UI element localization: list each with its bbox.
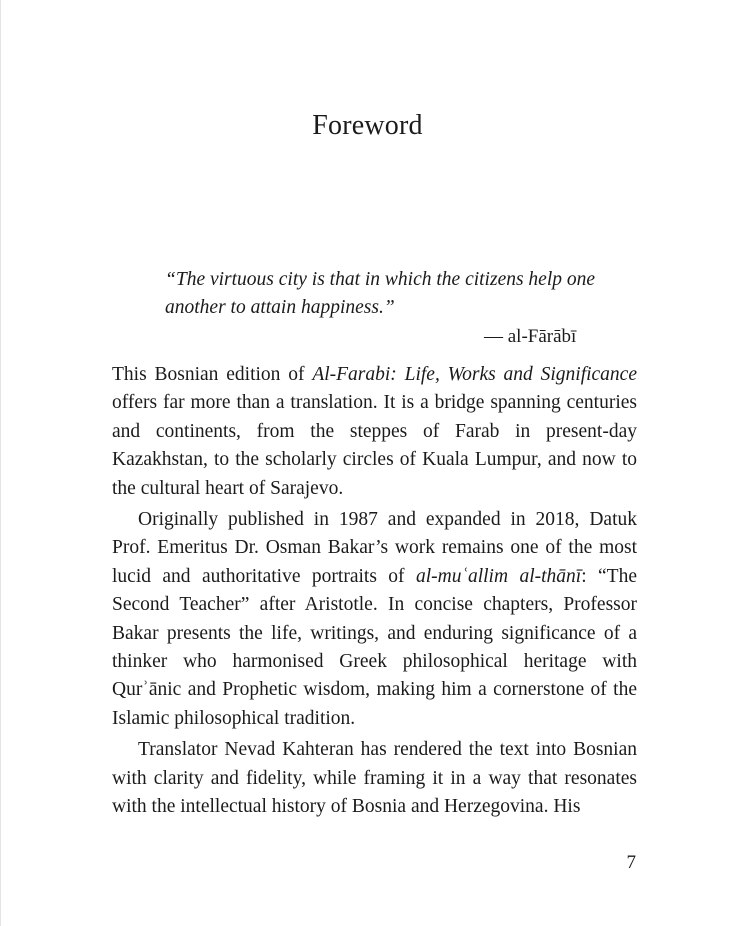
chapter-title: Foreword <box>312 110 423 141</box>
paragraph-1: This Bosnian edition of Al-Farabi: Life, Works and Significance offers far more than a translation. It is a bridge spanning centuries and continents, from the steppes of Farab in present-day Kazakhstan, to the scholarly circles of Kuala Lumpur, and now to the cultural heart of Sarajevo. <box>112 364 637 499</box>
book-title: Al-Farabi: Life, Works and Significance <box>312 364 637 385</box>
epigraph-attribution: — al-Fārābī <box>484 326 577 347</box>
body-text <box>112 361 637 825</box>
epigraph <box>165 266 605 322</box>
paragraph-3: Translator Nevad Kahteran has rendered the text into Bosnian with clarity and fidelity, while framing it in a way that resonates with the intellectual history of Bosnia and Herzegovina. His <box>112 739 637 818</box>
epigraph-quote: “The virtuous city is that in which the citizens help one another to attain happiness.” <box>165 269 596 318</box>
paragraph-2: Originally published in 1987 and expanded in 2018, Datuk Prof. Emeritus Dr. Osman Bakar’s work remains one of the most lucid and authoritative portraits of al-muʿallim al-thānī: “The Second Teacher” after Aristotle. In concise chapters, Professor Bakar presents the life, writings, and enduring significance of a thinker who harmonised Greek philosophical heritage with Qurʾānic and Prophetic wisdom, making him a cornerstone of the Islamic philosophical tradition. <box>112 509 638 729</box>
arabic-term: al-muʿallim al-thānī <box>415 565 582 587</box>
page-number: 7 <box>626 852 636 873</box>
